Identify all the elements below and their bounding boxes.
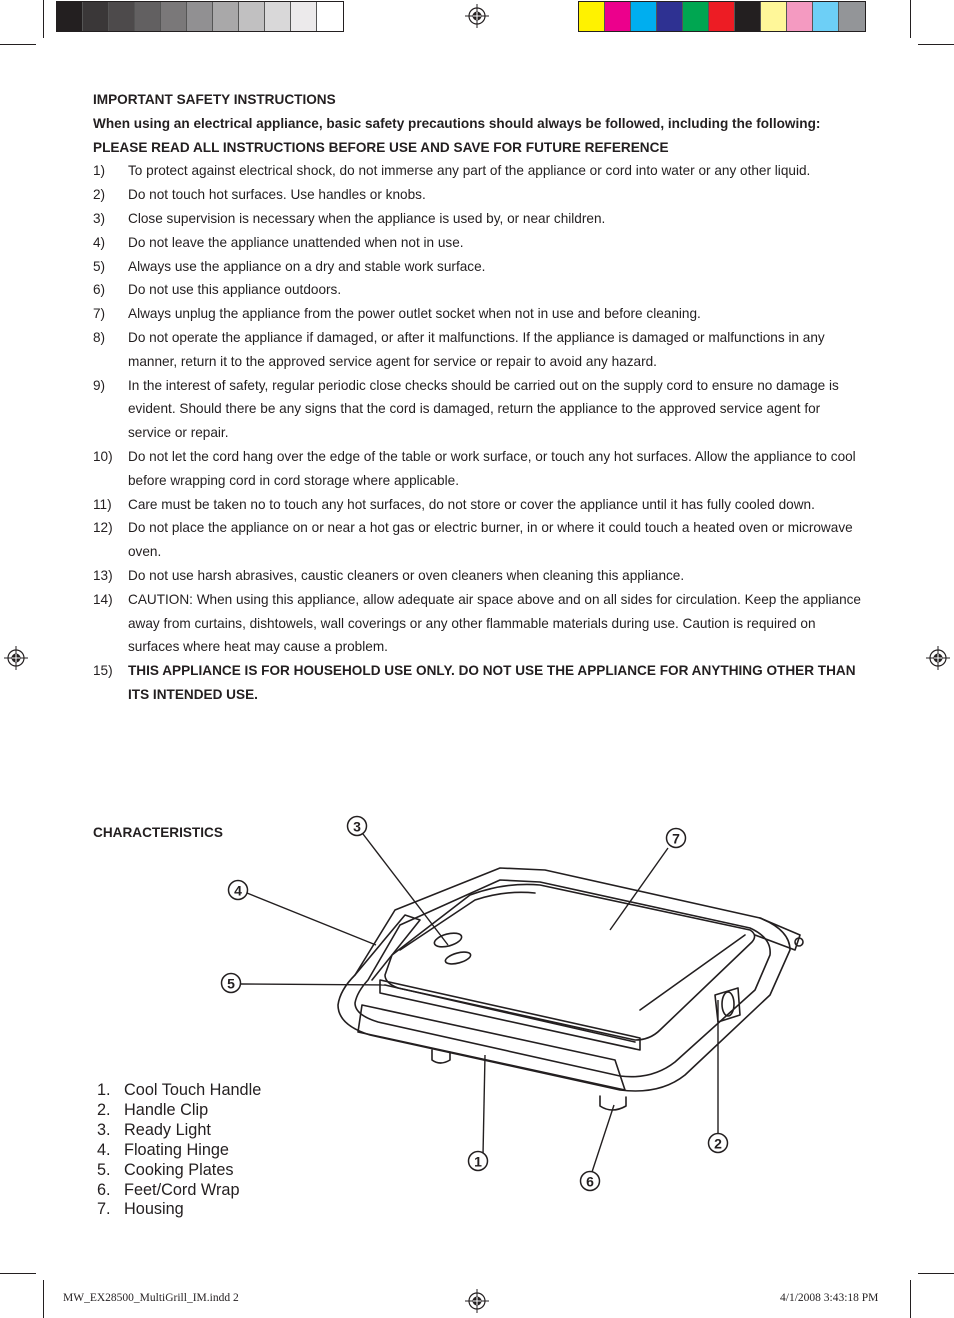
- item-text: CAUTION: When using this appliance, allow adequate air space above and on all sides for circulation. Keep the appliance away from curtains, dishtowels, wall coverings or any other flammable materials during use. Caution is required on surfaces where heat may cause a problem.: [128, 591, 861, 655]
- list-item: [93, 564, 863, 588]
- item-text: To protect against electrical shock, do not immerse any part of the appliance or cord into water or any other liquid.: [128, 163, 811, 179]
- grayscale-color-bar: [56, 1, 344, 32]
- part-item: [97, 1101, 261, 1121]
- crop-mark: [0, 44, 36, 45]
- color-swatch: [265, 2, 291, 31]
- color-swatch: [839, 2, 865, 31]
- registration-mark-icon: [465, 4, 489, 28]
- item-text: Do not place the appliance on or near a hot gas or electric burner, in or where it could touch a heated oven or microwave oven.: [128, 520, 853, 560]
- callout-line: [592, 1105, 614, 1172]
- callout-line: [247, 893, 376, 945]
- item-text: Do not leave the appliance unattended when not in use.: [128, 234, 464, 250]
- color-swatch: [735, 2, 761, 31]
- callout-label: 6: [586, 1173, 594, 1190]
- item-number: 6): [93, 282, 106, 298]
- color-swatch: [787, 2, 813, 31]
- crop-mark: [43, 1280, 44, 1318]
- part-name: Handle Clip: [124, 1100, 209, 1119]
- handle-clip-knob: [722, 992, 734, 1016]
- item-text: Do not use this appliance outdoors.: [128, 282, 342, 298]
- part-number: 1.: [97, 1081, 111, 1099]
- list-item: [93, 516, 863, 564]
- item-text: Do not let the cord hang over the edge of the table or work surface, or touch any hot surfaces. Allow the appliance to cool before wrapping cord in cord storage where applicable.: [128, 448, 856, 488]
- lid: [385, 884, 755, 1040]
- item-text: Do not operate the appliance if damaged, or after it malfunctions. If the appliance is damaged or malfunctions in any manner, return it to the approved service agent for service or repair to avoid any hazard.: [128, 329, 825, 369]
- crop-mark: [918, 44, 954, 45]
- callout-label: 3: [353, 818, 361, 835]
- list-item: [93, 326, 863, 374]
- hinge-arm: [755, 918, 800, 950]
- list-item: [93, 207, 863, 231]
- item-text: Always use the appliance on a dry and stable work surface.: [128, 258, 486, 274]
- color-swatch: [83, 2, 109, 31]
- registration-mark-icon: [4, 646, 28, 670]
- parts-list: [97, 1081, 261, 1220]
- item-number: 10): [93, 448, 113, 464]
- color-swatch: [761, 2, 787, 31]
- part-number: 5.: [97, 1160, 111, 1179]
- instruction-list: [93, 159, 863, 659]
- list-item: [93, 278, 863, 302]
- part-name: Cool Touch Handle: [124, 1081, 262, 1099]
- base-frame: [338, 868, 790, 1091]
- part-item: [97, 1141, 261, 1161]
- part-item: [97, 1200, 261, 1220]
- part-name: Cooking Plates: [124, 1160, 234, 1179]
- item-text: In the interest of safety, regular periodic close checks should be carried out on the supply cord to ensure no damage is evident. Should there be any signs that the cord is damaged, return the appliance to the approved service agent for service or repair.: [128, 377, 839, 441]
- color-swatch: [317, 2, 343, 31]
- ready-light: [433, 931, 463, 950]
- item-number: 8): [93, 329, 106, 345]
- crop-mark: [910, 0, 911, 38]
- callout-label: 4: [234, 882, 242, 899]
- color-swatch: [109, 2, 135, 31]
- part-name: Housing: [124, 1200, 184, 1219]
- callout-label: 7: [672, 830, 680, 847]
- part-item: [97, 1161, 261, 1181]
- callout-line: [483, 1055, 485, 1155]
- list-item: [93, 255, 863, 279]
- item-text: Close supervision is necessary when the appliance is used by, or near children.: [128, 210, 606, 226]
- callout-label: 1: [474, 1153, 482, 1170]
- page-heading: IMPORTANT SAFETY INSTRUCTIONS: [93, 92, 336, 107]
- color-swatch: [213, 2, 239, 31]
- part-number: 4.: [97, 1140, 111, 1159]
- color-swatch: [605, 2, 631, 31]
- cooking-plate-line: [385, 985, 635, 1042]
- crop-mark: [43, 0, 44, 38]
- list-item: [93, 302, 863, 326]
- part-number: 2.: [97, 1100, 111, 1119]
- list-item: [93, 659, 863, 707]
- process-color-bar: [578, 1, 866, 32]
- color-swatch: [683, 2, 709, 31]
- callout-label: 5: [227, 975, 235, 992]
- footer-timestamp: 4/1/2008 3:43:18 PM: [780, 1292, 879, 1304]
- callout-5: [222, 974, 241, 993]
- handle-clip: [715, 988, 740, 1022]
- characteristics-title: CHARACTERISTICS: [93, 825, 223, 840]
- list-item: [93, 159, 863, 183]
- part-item: [97, 1181, 261, 1201]
- crop-mark: [0, 1273, 36, 1274]
- color-swatch: [631, 2, 657, 31]
- color-swatch: [135, 2, 161, 31]
- color-swatch: [813, 2, 839, 31]
- item-number: 13): [93, 567, 113, 583]
- item-number: 7): [93, 306, 106, 322]
- part-number: 7.: [97, 1200, 111, 1219]
- list-item: [93, 588, 863, 659]
- color-swatch: [657, 2, 683, 31]
- callout-3: [348, 817, 367, 836]
- item-number: 9): [93, 377, 106, 393]
- callout-line: [241, 984, 385, 985]
- item-number: 2): [93, 187, 106, 203]
- lid-edge: [400, 892, 535, 950]
- item-number: 15): [93, 663, 113, 679]
- color-swatch: [187, 2, 213, 31]
- color-swatch: [161, 2, 187, 31]
- crop-mark: [910, 1280, 911, 1318]
- item-number: 3): [93, 210, 106, 226]
- list-item: [93, 445, 863, 493]
- color-swatch: [579, 2, 605, 31]
- item-text: Always unplug the appliance from the power outlet socket when not in use and before cleaning.: [128, 306, 701, 322]
- base-frame-inner: [355, 880, 770, 1077]
- item-text: Do not touch hot surfaces. Use handles or knobs.: [128, 187, 426, 203]
- callout-1: [469, 1152, 488, 1171]
- color-swatch: [709, 2, 735, 31]
- callout-label: 2: [714, 1135, 722, 1152]
- item-number: 14): [93, 591, 113, 607]
- registration-mark-icon: [465, 1289, 489, 1313]
- item-text: THIS APPLIANCE IS FOR HOUSEHOLD USE ONLY. DO NOT USE THE APPLIANCE FOR ANYTHING OTHER THAN ITS INTENDED USE.: [128, 663, 856, 702]
- registration-mark-icon: [926, 646, 950, 670]
- grill-diagram: [210, 810, 810, 1200]
- item-text: Do not use harsh abrasives, caustic cleaners or oven cleaners when cleaning this appliance.: [128, 567, 685, 583]
- part-item: [97, 1121, 261, 1141]
- crop-mark: [918, 1273, 954, 1274]
- callout-2: [709, 1134, 728, 1153]
- part-name: Ready Light: [124, 1120, 211, 1139]
- list-item: [93, 183, 863, 207]
- callout-4: [229, 881, 248, 900]
- cooking-plate: [380, 980, 640, 1050]
- callout-line: [363, 834, 448, 945]
- list-item: [93, 493, 863, 517]
- item-number: 4): [93, 234, 106, 250]
- item-number: 1): [93, 163, 106, 179]
- item-number: 11): [93, 496, 112, 512]
- intro-text: When using an electrical appliance, basic safety precautions should always be followed, including the following:: [93, 115, 821, 131]
- footer-filename: MW_EX28500_MultiGrill_IM.indd 2: [63, 1292, 239, 1304]
- ready-light: [444, 950, 472, 966]
- callout-7: [667, 829, 686, 848]
- item-number: 12): [93, 520, 113, 536]
- part-name: Feet/Cord Wrap: [124, 1180, 240, 1199]
- part-number: 3.: [97, 1120, 111, 1139]
- read-notice: PLEASE READ ALL INSTRUCTIONS BEFORE USE AND SAVE FOR FUTURE REFERENCE: [93, 139, 669, 155]
- callout-6: [581, 1172, 600, 1191]
- safety-instructions: [93, 88, 863, 707]
- part-number: 6.: [97, 1180, 111, 1199]
- item-number: 5): [93, 258, 106, 274]
- item-text: Care must be taken no to touch any hot surfaces, do not store or cover the appliance until it has fully cooled down.: [128, 496, 815, 512]
- color-swatch: [291, 2, 317, 31]
- color-swatch: [57, 2, 83, 31]
- part-item: [97, 1081, 261, 1101]
- list-item: [93, 231, 863, 255]
- callout-line: [610, 848, 668, 930]
- color-swatch: [239, 2, 265, 31]
- list-item: [93, 374, 863, 445]
- part-name: Floating Hinge: [124, 1140, 229, 1159]
